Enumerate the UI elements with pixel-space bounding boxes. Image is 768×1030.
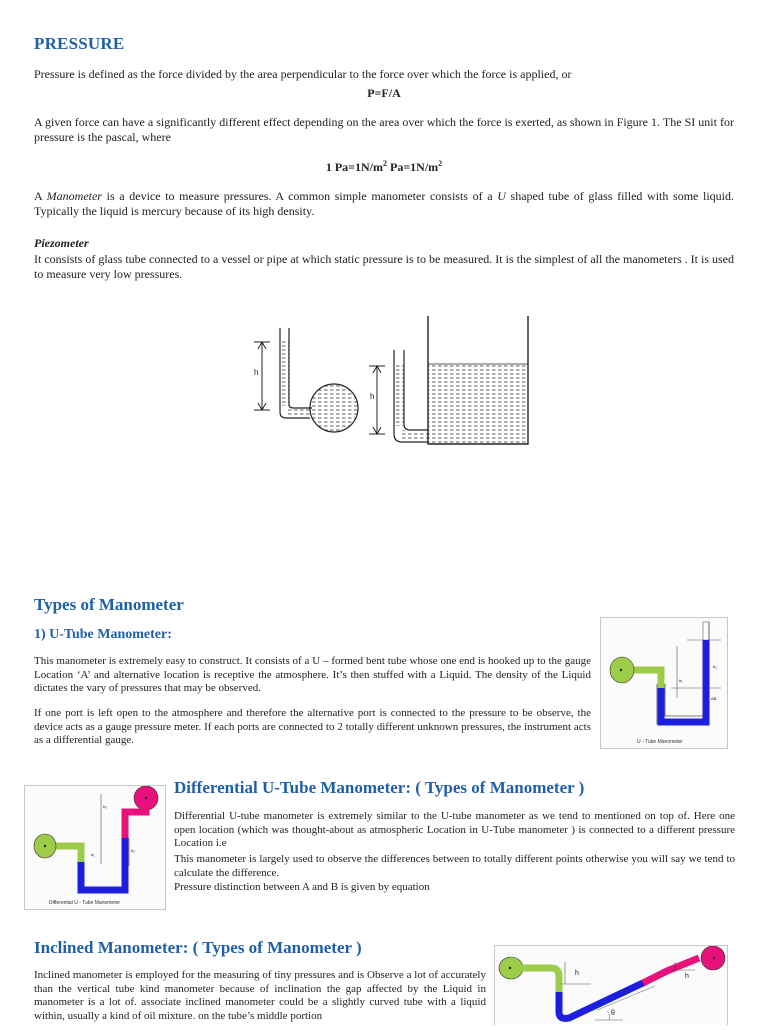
diff-paragraph-3: Pressure distinction between A and B is given by equation (174, 881, 430, 893)
svg-text:h₃: h₃ (103, 804, 107, 809)
diff-paragraph-2: This manometer is largely used to observe the differences between to totally different points otherwise you will say we tend to calculate the difference. (174, 853, 735, 879)
svg-text:h₁: h₁ (679, 678, 683, 683)
sup-1: 2 (383, 159, 387, 168)
utube-paragraph-2: If one port is left open to the atmosphere and therefore the alternative port is connected to the pressure to be observe, the device acts as a gauge pressure meter. If each ports are connected to 2 totally different unknown pressures, the instrument acts as a differential gauge. (34, 707, 591, 746)
inclined-figure (494, 945, 728, 1025)
piezometer-text: It consists of glass tube connected to a vessel or pipe at which static pressure is to be measured. It is the simplest of all the manometers . It is used to measure very low pressures. (34, 252, 734, 281)
manometer-definition (34, 189, 734, 219)
svg-text:h₁: h₁ (91, 852, 95, 857)
svg-text:h₂: h₂ (131, 848, 135, 853)
diff-heading: Differential U-Tube Manometer: ( Types of Manometer ) (174, 778, 585, 797)
manometer-pre: A (34, 189, 47, 203)
inclined-paragraph: Inclined manometer is employed for the measuring of tiny pressures and is Observe a lot of accurately than the vertical tube kind manometer because of inclination the gap affected by the Liquid in manometer is a lot of. associate inclined manometer could be a slightly curved tube with a liquid within, usually a kind of oil mixture. on the tube’s middle portion (34, 969, 486, 1022)
diff-utube-diagram (25, 786, 165, 909)
page-title: PRESSURE (34, 34, 125, 53)
utube-diagram (601, 618, 727, 748)
utube-figure (600, 617, 728, 749)
inclined-heading: Inclined Manometer: ( Types of Manometer ) (34, 938, 362, 957)
diff-utube-caption: Differential U - Tube Manometer (49, 900, 121, 906)
diff-paragraph-1: Differential U-tube manometer is extremely similar to the U-tube manometer as we tend to mentioned on top of. Here one open location (which was thought-about as atmospheric Location in U-Tube manometer ) is connected to a different pressure Location i.e (174, 810, 735, 849)
intro-paragraph: Pressure is defined as the force divided by the area perpendicular to the force over which the force is applied, or (34, 67, 572, 81)
utube-paragraph-1: This manometer is extremely easy to construct. It consists of a U – formed bent tube whose one end is hooked up to the gauge Location ‘A’ and alternative location is receptive the atmosphere. It’s then stuffed with a Liquid. The density of the Liquid dictates the vary of pressures that may be observed. (34, 655, 591, 694)
inclined-label-theta: θ (611, 1010, 615, 1017)
fig-h-label-right: h (370, 392, 375, 401)
inclined-label-h1: h (575, 970, 579, 977)
manometer-post: shaped tube of glass filled with some liquid. Typically the liquid is mercury because of its high density. (34, 189, 734, 218)
inclined-label-l: L (623, 990, 627, 997)
utube-heading: 1) U-Tube Manometer: (34, 627, 172, 642)
formula-pfa: P=F/A (367, 86, 401, 100)
formula-pascal-a: 1 Pa=1N/m (325, 160, 383, 174)
piezometer-figure (240, 312, 540, 450)
formula-pascal-b: Pa=1N/m (387, 160, 439, 174)
fig-h-label-left: h (254, 368, 259, 377)
manometer-word: Manometer (46, 189, 102, 203)
piezometer-heading: Piezometer (34, 236, 89, 250)
force-area-paragraph: A given force can have a significantly different effect depending on the area over which the force is exerted, as shown in Figure 1. The SI unit for pressure is the pascal, where (34, 115, 734, 144)
piezometer-right (369, 316, 528, 444)
manometer-u: U (497, 189, 506, 203)
utube-caption: U - Tube Manometer (637, 739, 683, 745)
svg-text:h₂: h₂ (713, 664, 717, 669)
types-heading: Types of Manometer (34, 595, 184, 614)
sup-2: 2 (438, 159, 443, 168)
inclined-label-h2: h (685, 973, 689, 980)
piezometer-left (254, 328, 358, 432)
manometer-mid: is a device to measure pressures. A common simple manometer consists of a (101, 189, 498, 203)
svg-text:ΔB: ΔB (711, 696, 717, 701)
formula-pascal (34, 159, 734, 175)
diff-utube-figure (24, 785, 166, 910)
